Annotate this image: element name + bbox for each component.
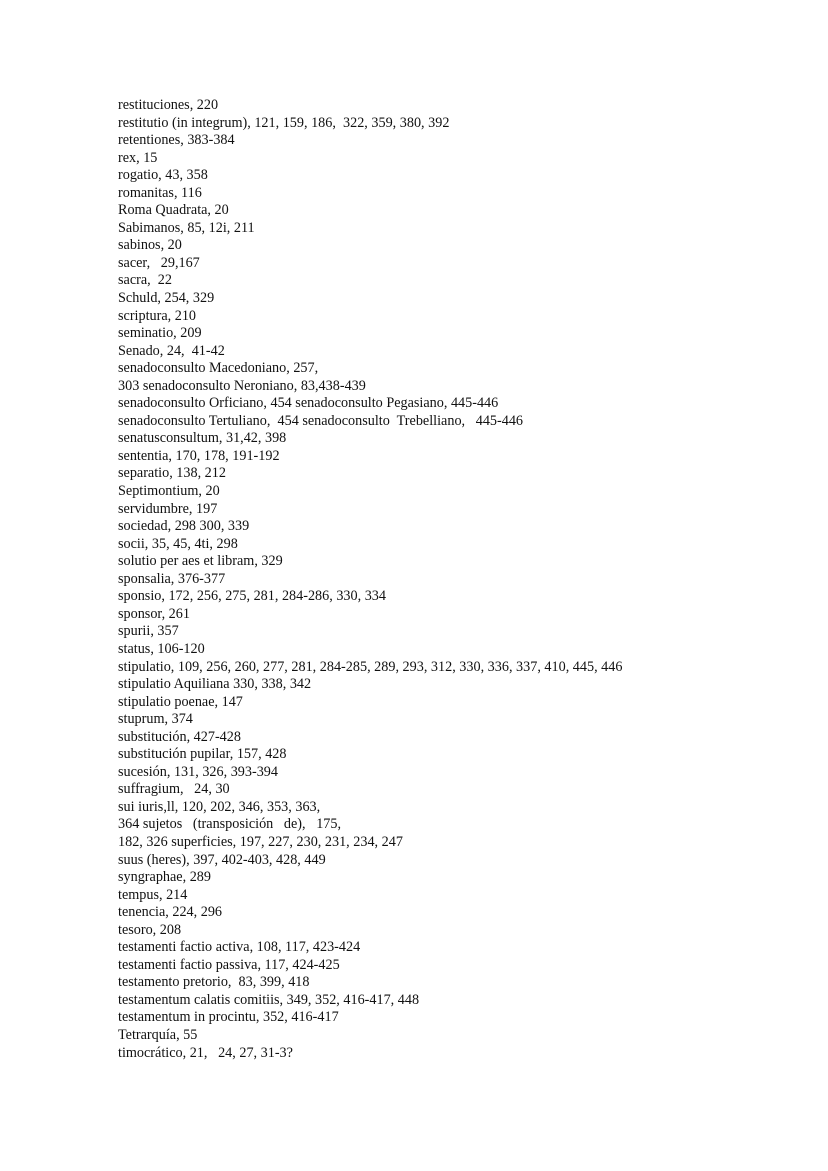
index-entry: spurii, 357 xyxy=(118,623,179,640)
index-entry: tesoro, 208 xyxy=(118,921,182,938)
index-entry: testamentum calatis comitiis, 349, 352, 416-417, 448 xyxy=(118,991,420,1008)
index-entry: Tetrarquía, 55 xyxy=(118,1026,198,1043)
index-entry: suus (heres), 397, 402-403, 428, 449 xyxy=(118,851,326,868)
index-list xyxy=(118,97,798,1062)
index-entry: sponsor, 261 xyxy=(118,605,190,622)
index-entry: substitución pupilar, 157, 428 xyxy=(118,746,287,763)
index-entry: sponsalia, 376-377 xyxy=(118,570,226,587)
index-entry: Sabimanos, 85, 12i, 211 xyxy=(118,219,255,236)
index-entry: testamenti factio activa, 108, 117, 423-424 xyxy=(118,939,361,956)
index-entry: senadoconsulto Tertuliano, 454 senadoconsulto Trebelliano, 445-446 xyxy=(118,412,524,429)
index-entry: senadoconsulto Macedoniano, 257, xyxy=(118,360,319,377)
index-entry: seminatio, 209 xyxy=(118,325,202,342)
index-entry: sententia, 170, 178, 191-192 xyxy=(118,447,280,464)
index-entry: testamentum in procintu, 352, 416-417 xyxy=(118,1009,339,1026)
index-entry: restitutio (in integrum), 121, 159, 186, 322, 359, 380, 392 xyxy=(118,114,450,131)
index-entry: sucesión, 131, 326, 393-394 xyxy=(118,763,278,780)
index-entry: testamenti factio passiva, 117, 424-425 xyxy=(118,956,340,973)
index-entry: senatusconsultum, 31,42, 398 xyxy=(118,430,287,447)
index-entry: sponsio, 172, 256, 275, 281, 284-286, 330, 334 xyxy=(118,588,386,605)
index-entry: Senado, 24, 41-42 xyxy=(118,342,225,359)
index-entry: stuprum, 374 xyxy=(118,711,193,728)
index-entry: solutio per aes et libram, 329 xyxy=(118,553,283,570)
index-entry: scriptura, 210 xyxy=(118,307,197,324)
index-entry: status, 106-120 xyxy=(118,640,205,657)
index-entry: Septimontium, 20 xyxy=(118,483,220,500)
index-entry: sociedad, 298 300, 339 xyxy=(118,518,250,535)
index-entry: rogatio, 43, 358 xyxy=(118,167,208,184)
index-entry: 303 senadoconsulto Neroniano, 83,438-439 xyxy=(118,377,366,394)
index-entry: servidumbre, 197 xyxy=(118,500,218,517)
index-entry: suffragium, 24, 30 xyxy=(118,781,230,798)
index-entry: Roma Quadrata, 20 xyxy=(118,202,229,219)
index-entry: stipulatio, 109, 256, 260, 277, 281, 284-285, 289, 293, 312, 330, 336, 337, 410, 445, 446 xyxy=(118,658,623,675)
index-entry: substitución, 427-428 xyxy=(118,728,241,745)
index-entry: romanitas, 116 xyxy=(118,184,202,201)
index-entry: restituciones, 220 xyxy=(118,97,219,113)
index-entry: sacra, 22 xyxy=(118,272,172,289)
index-entry: timocrático, 21, 24, 27, 31-3? xyxy=(118,1044,293,1061)
index-entry: testamento pretorio, 83, 399, 418 xyxy=(118,974,310,991)
index-entry: tempus, 214 xyxy=(118,886,188,903)
index-entry: syngraphae, 289 xyxy=(118,869,211,886)
index-entry: tenencia, 224, 296 xyxy=(118,904,223,921)
index-entry: sui iuris,ll, 120, 202, 346, 353, 363, xyxy=(118,798,321,815)
index-entry: socii, 35, 45, 4ti, 298 xyxy=(118,535,238,552)
index-entry: Schuld, 254, 329 xyxy=(118,290,215,307)
index-entry: stipulatio poenae, 147 xyxy=(118,693,243,710)
index-entry: sacer, 29,167 xyxy=(118,254,200,271)
index-entry: retentiones, 383-384 xyxy=(118,132,235,149)
index-entry: senadoconsulto Orficiano, 454 senadoconsulto Pegasiano, 445-446 xyxy=(118,395,499,412)
index-entry: 182, 326 superficies, 197, 227, 230, 231, 234, 247 xyxy=(118,833,403,850)
index-entry: separatio, 138, 212 xyxy=(118,465,226,482)
index-entry: rex, 15 xyxy=(118,149,158,166)
index-entry: 364 sujetos (transposición de), 175, xyxy=(118,816,342,833)
index-entry: sabinos, 20 xyxy=(118,237,182,254)
index-entry: stipulatio Aquiliana 330, 338, 342 xyxy=(118,676,312,693)
